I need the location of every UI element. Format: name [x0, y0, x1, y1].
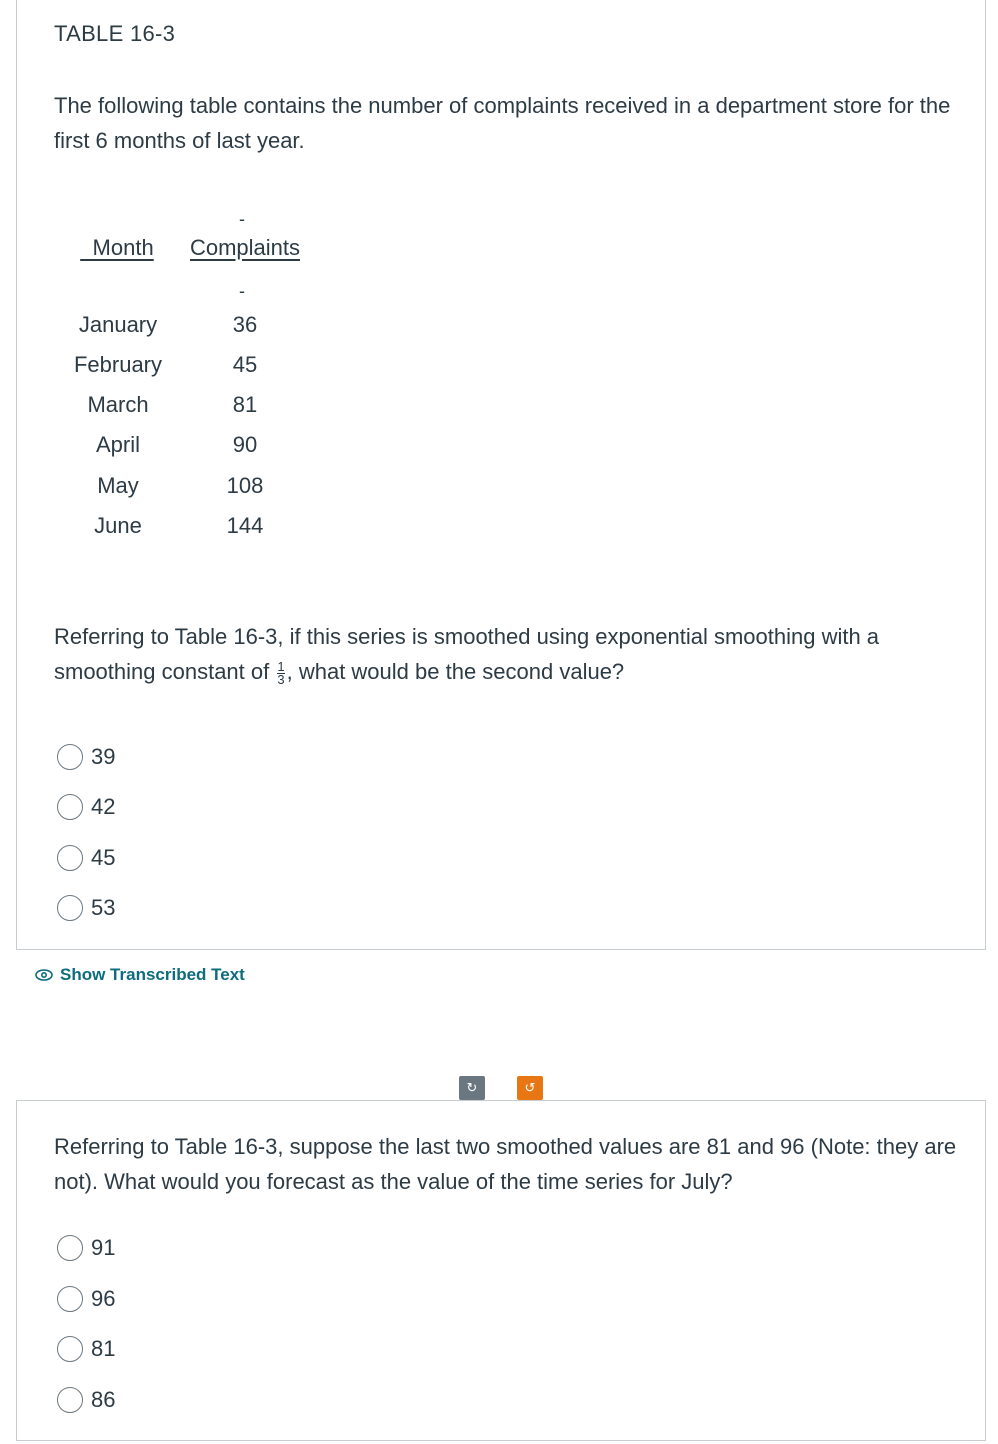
radio-button[interactable]	[57, 794, 83, 820]
radio-button[interactable]	[57, 744, 83, 770]
question-card-1	[16, 0, 986, 950]
option-label[interactable]: 96	[91, 1286, 116, 1311]
answer-option[interactable]	[57, 791, 115, 823]
redo-icon: ↺	[524, 1080, 536, 1095]
table-cell-complaints: 81	[232, 392, 258, 417]
table-cell-month: April	[95, 432, 140, 457]
answer-option[interactable]	[57, 741, 115, 773]
fraction-one-third	[277, 658, 285, 687]
option-label[interactable]: 45	[91, 845, 116, 870]
fraction-denominator: 3	[277, 671, 285, 687]
table-cell-complaints: 90	[232, 432, 258, 457]
undo-button[interactable]	[459, 1076, 485, 1100]
eye-icon	[34, 968, 54, 982]
answer-option[interactable]	[57, 892, 115, 924]
redo-button[interactable]	[517, 1076, 543, 1100]
option-label[interactable]: 91	[91, 1235, 116, 1260]
answer-option[interactable]	[57, 1333, 115, 1365]
radio-button[interactable]	[57, 895, 83, 921]
option-label[interactable]: 39	[91, 744, 116, 769]
header-dash-bottom: -	[239, 281, 245, 301]
table-cell-month: February	[73, 352, 163, 377]
table-title: TABLE 16-3	[54, 21, 176, 46]
radio-button[interactable]	[57, 1387, 83, 1413]
show-transcribed-text-link[interactable]	[34, 965, 245, 985]
question-1-part2: , what would be the second value?	[286, 659, 625, 684]
answer-option[interactable]	[57, 1384, 115, 1416]
answer-option[interactable]	[57, 1283, 115, 1315]
table-header-complaints: Complaints	[189, 235, 301, 260]
option-label[interactable]: 86	[91, 1387, 116, 1412]
question-1-text	[54, 619, 984, 689]
intro-text: The following table contains the number of complaints received in a department store for the first 6 months of last year.	[54, 93, 951, 153]
question-1-part1: Referring to Table 16-3, if this series is smoothed using exponential smoothing with a smoothing constant of	[54, 624, 880, 684]
table-cell-month: March	[87, 392, 149, 417]
radio-button[interactable]	[57, 1235, 83, 1261]
radio-button[interactable]	[57, 1336, 83, 1362]
answer-option[interactable]	[57, 1232, 115, 1264]
table-cell-complaints: 108	[226, 473, 264, 498]
question-2-text: Referring to Table 16-3, suppose the last two smoothed values are 81 and 96 (Note: they are not). What would you forecast as the value of the time series for July?	[54, 1134, 957, 1194]
table-cell-month: June	[94, 513, 142, 538]
table-cell-month: January	[78, 312, 158, 337]
question-card-2	[16, 1100, 986, 1441]
table-cell-month: May	[97, 473, 139, 498]
header-dash-top: -	[239, 209, 245, 229]
table-cell-complaints: 36	[232, 312, 258, 337]
table-cell-complaints: 144	[226, 513, 264, 538]
answer-option[interactable]	[57, 842, 115, 874]
undo-icon: ↻	[466, 1080, 478, 1095]
radio-button[interactable]	[57, 1286, 83, 1312]
show-transcribed-text-label[interactable]: Show Transcribed Text	[60, 965, 245, 984]
table-header-month: Month	[92, 235, 154, 260]
option-label[interactable]: 53	[91, 895, 116, 920]
option-label[interactable]: 42	[91, 794, 116, 819]
table-cell-complaints: 45	[232, 352, 258, 377]
option-label[interactable]: 81	[91, 1336, 116, 1361]
fraction-numerator: 1	[277, 658, 285, 674]
radio-button[interactable]	[57, 845, 83, 871]
